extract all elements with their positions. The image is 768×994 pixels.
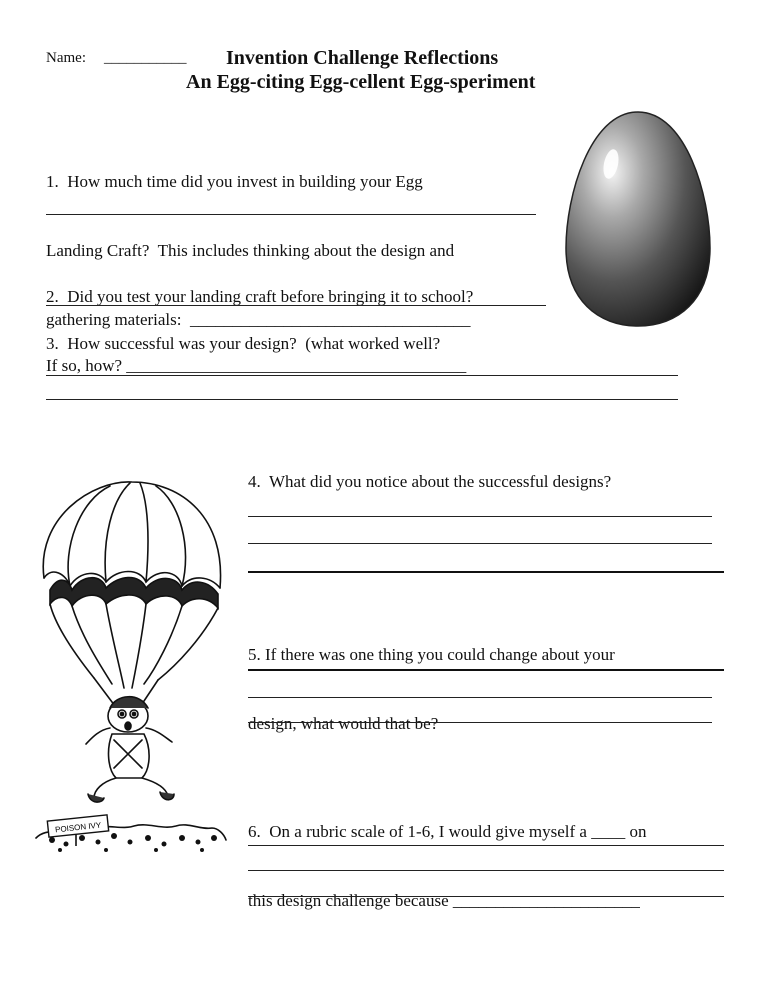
question-6 <box>248 774 646 935</box>
question-6-line-1[interactable]: 6. On a rubric scale of 1-6, I would give myself a ____ on <box>248 822 647 841</box>
question-2-line-2[interactable]: If so, how? ________________________________________ <box>46 356 467 375</box>
parachute-illustration <box>32 478 228 862</box>
question-6-line-2[interactable]: this design challenge because ______________________ <box>248 891 640 910</box>
answer-line[interactable] <box>46 305 546 306</box>
question-3: 3. How successful was your design? (what worked well? <box>46 334 441 353</box>
question-4: 4. What did you notice about the successful designs? <box>248 472 612 491</box>
page-subtitle: An Egg-citing Egg-cellent Egg-speriment <box>186 71 536 93</box>
question-1-line-1: 1. How much time did you invest in building your Egg <box>46 172 423 191</box>
answer-line[interactable] <box>248 845 724 846</box>
question-5-line-2: design, what would that be? <box>248 714 439 733</box>
question-1-line-2: Landing Craft? This includes thinking about the design and <box>46 241 455 260</box>
answer-line[interactable] <box>248 571 724 573</box>
page-title: Invention Challenge Reflections <box>226 47 499 69</box>
answer-line[interactable] <box>248 543 712 544</box>
answer-line[interactable] <box>248 722 712 723</box>
answer-line[interactable] <box>248 669 724 671</box>
answer-line[interactable] <box>248 516 712 517</box>
answer-line[interactable] <box>46 399 678 400</box>
sign-text: POISON IVY <box>54 820 102 835</box>
question-5 <box>248 597 615 758</box>
answer-line[interactable] <box>248 896 724 897</box>
answer-line[interactable] <box>248 697 712 698</box>
answer-line[interactable] <box>46 214 536 215</box>
answer-line[interactable] <box>248 870 724 871</box>
egg-icon <box>560 108 716 330</box>
question-2-line-1: 2. Did you test your landing craft before bringing it to school? <box>46 287 474 306</box>
question-1-line-3[interactable]: gathering materials: _________________________________ <box>46 310 471 329</box>
name-label: Name: <box>46 50 86 66</box>
answer-line[interactable] <box>46 375 678 376</box>
question-5-line-1: 5. If there was one thing you could change about your <box>248 645 615 664</box>
name-field[interactable]: ___________ <box>104 50 187 66</box>
